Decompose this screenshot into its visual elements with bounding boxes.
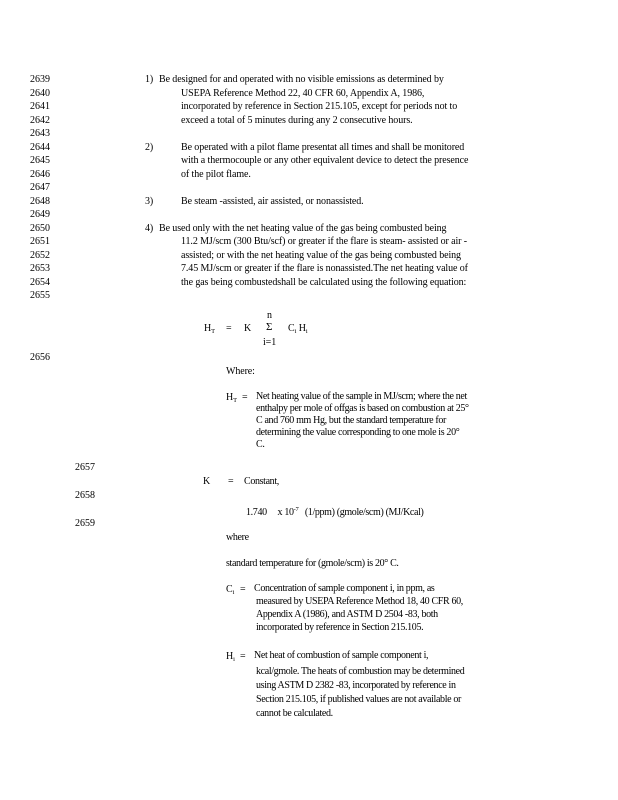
line-number: 2656: [30, 352, 50, 363]
item-text-line: exceed a total of 5 minutes during any 2 consecutive hours.: [181, 114, 413, 126]
definition-symbol: $H_i$: [226, 651, 235, 663]
definition-text-line: Constant,: [244, 476, 279, 487]
definition-text-line: enthalpy per mole of offgas is based on combustion at 25°: [256, 403, 469, 414]
sigma-symbol: Σ: [266, 321, 273, 333]
equation-equals: =: [226, 323, 232, 334]
item-text-line: USEPA Reference Method 22, 40 CFR 60, Appendix A, 1986,: [181, 87, 425, 99]
line-number: 2645: [30, 155, 50, 166]
definition-text-line: Section 215.105, if published values are not available or: [256, 694, 461, 705]
line-number: 2647: [30, 182, 50, 193]
equation-lhs: $H_T$: [204, 323, 215, 335]
sum-upper-limit: n: [267, 310, 272, 321]
line-number: 2650: [30, 222, 50, 234]
definition-text-line: Net heat of combustion of sample component i,: [254, 650, 429, 661]
item-text-line: incorporated by reference in Section 215.105, except for periods not to: [181, 101, 458, 112]
definition-equals: =: [228, 476, 234, 487]
line-number: 2654: [30, 276, 50, 288]
line-number: 2644: [30, 141, 50, 153]
definition-symbol: K: [203, 476, 211, 487]
line-number: 2642: [30, 114, 50, 126]
where-label: where: [226, 532, 249, 543]
item-text-line: of the pilot flame.: [181, 168, 251, 180]
item-text-line: the gas being combustedshall be calculated using the following equation:: [181, 276, 467, 288]
definition-symbol: $C_i$: [226, 584, 235, 596]
line-number: 2639: [30, 74, 50, 85]
item-text-line: 11.2 MJ/scm (300 Btu/scf) or greater if the flare is steam- assisted or air -: [181, 236, 468, 247]
line-number: 2643: [30, 128, 50, 139]
line-number: 2659: [75, 518, 95, 529]
line-number: 2655: [30, 290, 50, 301]
item-text-line: Be operated with a pilot flame presentat all times and shall be monitored: [181, 141, 465, 153]
line-number: 2657: [75, 462, 95, 473]
item-text-line: Be designed for and operated with no visible emissions as determined by: [159, 74, 444, 85]
k-value: 1.740 x $10^{-7}$ (1/ppm) (gmole/scm) (MJ/Kcal): [246, 506, 424, 518]
line-number: 2641: [30, 101, 50, 112]
item-text-line: 7.45 MJ/scm or greater if the flare is nonassisted.The net heating value of: [181, 263, 468, 274]
line-number: 2658: [75, 490, 95, 501]
definition-text-line: C.: [256, 439, 265, 450]
equation-term: $C_i$ $H_i$: [288, 323, 308, 335]
definition-equals: =: [240, 651, 246, 662]
definition-text-line: measured by USEPA Reference Method 18, 40 CFR 60,: [256, 596, 463, 607]
line-number: 2652: [30, 249, 50, 261]
definition-text-line: Appendix A (1986), and ASTM D 2504 -83, both: [256, 609, 438, 620]
equation-constant: K: [244, 323, 252, 334]
line-number: 2651: [30, 236, 50, 247]
item-number: 1): [145, 74, 154, 85]
item-text-line: with a thermocouple or any other equivalent device to detect the presence: [181, 155, 469, 166]
item-text-line: assisted; or with the net heating value of the gas being combusted being: [181, 249, 461, 261]
where-label: Where:: [226, 366, 255, 377]
line-number: 2648: [30, 195, 50, 207]
line-number: 2640: [30, 87, 50, 99]
line-number: 2649: [30, 209, 50, 220]
definition-text-line: Concentration of sample component i, in ppm, as: [254, 583, 435, 594]
item-number: 3): [145, 195, 154, 207]
definition-symbol: $H_T$: [226, 392, 237, 404]
line-number: 2653: [30, 263, 50, 274]
item-number: 2): [145, 141, 154, 153]
definition-text-line: using ASTM D 2382 -83, incorporated by reference in: [256, 680, 456, 691]
definition-text-line: determining the value corresponding to one mole is 20°: [256, 427, 460, 438]
definition-equals: =: [240, 584, 246, 595]
definition-text-line: kcal/gmole. The heats of combustion may be determined: [256, 666, 465, 677]
item-text-line: Be used only with the net heating value of the gas being combusted being: [159, 222, 447, 234]
item-text-line: Be steam -assisted, air assisted, or nonassisted.: [181, 195, 364, 207]
line-number: 2646: [30, 168, 50, 180]
item-number: 4): [145, 222, 154, 234]
sum-lower-limit: i=1: [263, 337, 277, 348]
definition-equals: =: [242, 392, 248, 403]
definition-text-line: C and 760 mm Hg, but the standard temperature for: [256, 415, 447, 426]
definition-text-line: cannot be calculated.: [256, 708, 333, 719]
definition-text-line: Net heating value of the sample in MJ/scm; where the net: [256, 391, 467, 402]
standard-temperature-note: standard temperature for (gmole/scm) is 20° C.: [226, 558, 399, 569]
definition-text-line: incorporated by reference in Section 215.105.: [256, 622, 424, 633]
